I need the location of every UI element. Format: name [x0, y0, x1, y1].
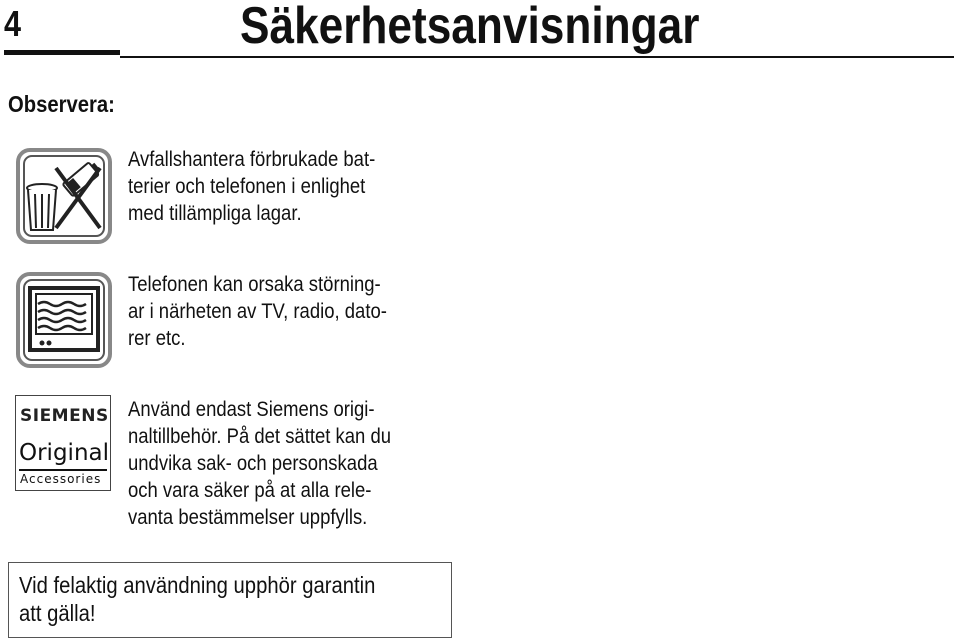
notice-text: Avfallshantera förbrukade bat- terier och telefonen i enlighet med tillämpliga lagar. [128, 148, 376, 225]
logo-original: Original [19, 440, 110, 466]
warning-text: Vid felaktig användning upphör garantin att gälla! [19, 572, 376, 626]
page-number: 4 [4, 3, 22, 44]
notice-text: Använd endast Siemens origi- naltillbehör. På det sättet kan du undvika sak- och personskada och vara säker på at alla rele- vanta bestämmelser uppfylls. [128, 398, 392, 529]
observe-label: Observera: [8, 91, 115, 117]
notice-text: Telefonen kan orsaka störning- ar i närheten av TV, radio, dato- rer etc. [128, 273, 387, 350]
logo-underline [19, 469, 107, 471]
tv-interference-icon [16, 272, 112, 368]
title-rule [120, 56, 954, 58]
siemens-original-accessories-logo [15, 395, 111, 491]
page-number-rule [4, 50, 120, 55]
page-title: Säkerhetsanvisningar [240, 0, 700, 55]
battery-disposal-icon [16, 148, 112, 244]
logo-accessories: Accessories [20, 472, 102, 486]
warning-box [8, 562, 452, 638]
logo-brand: SIEMENS [20, 406, 109, 426]
